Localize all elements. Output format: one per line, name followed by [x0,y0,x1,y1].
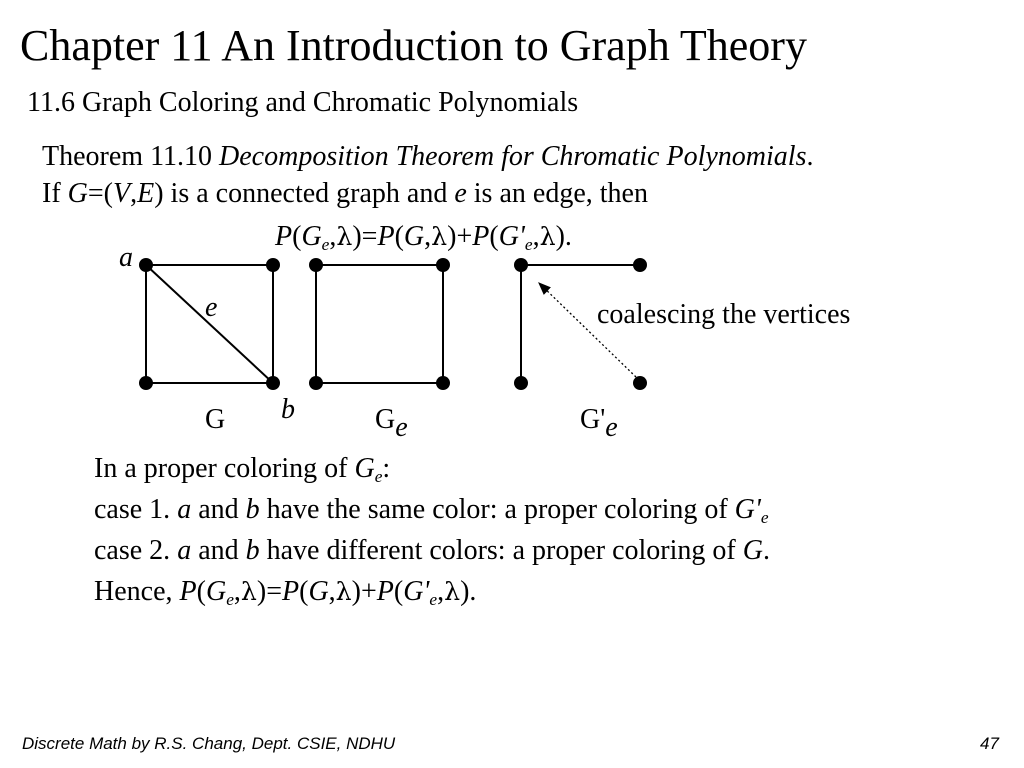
formula-comma: , [532,221,540,252]
formula-op: )= [352,221,378,252]
hyp-comma: , [130,178,138,209]
formula-P: P [275,221,293,252]
graph-G [146,265,273,383]
edge-e-label: e [205,292,218,323]
graph-vertex [266,258,280,272]
hyp-E: E [137,178,155,209]
lambda-symbol: λ [431,222,448,251]
hyp-G: G [67,178,88,209]
graph-vertex [514,376,528,390]
formula-G-prime: G' [498,221,525,252]
graph-vertex [633,376,647,390]
formula-op: )+ [447,221,473,252]
graph-G-prime-e-label: G'e [580,404,618,443]
vertex-a-label: a [119,242,133,273]
graph-vertex [633,258,647,272]
explanation-case-1: case 1. a and b have the same color: a proper coloring of $G'_e$ [94,494,769,528]
vertex-b-label: b [281,394,295,425]
slide-title: Chapter 11 An Introduction to Graph Theory [20,21,807,70]
formula-P: P [472,221,490,252]
hyp-text-1: If [42,178,68,209]
formula-comma: , [329,221,337,252]
graph-G-label: G [205,404,226,435]
hyp-text-3: is an edge, then [466,178,648,209]
graph-vertex [309,376,323,390]
formula-P: P [377,221,395,252]
formula-paren: ( [489,221,499,252]
page-number: 47 [980,734,999,753]
graph-vertex [309,258,323,272]
graph-vertex [139,376,153,390]
vertex-b [266,376,280,390]
graph-G-e-label: Ge [375,404,408,443]
vertex-a [139,258,153,272]
theorem-label: Theorem 11.10 [42,141,220,172]
slide-subtitle: 11.6 Graph Coloring and Chromatic Polynomials [27,87,579,118]
coalescing-annotation: coalescing the vertices [597,299,851,330]
explanation-case-2: case 2. a and b have different colors: a proper coloring of G. [94,535,770,566]
theorem-name: Decomposition Theorem for Chromatic Polynomials [219,141,807,172]
hyp-V: V [113,178,131,209]
lambda-symbol: λ [336,222,353,251]
footer-credit: Discrete Math by R.S. Chang, Dept. CSIE, NDHU [22,734,396,753]
graph-vertex [514,258,528,272]
formula-sub-e: e [524,235,533,255]
formula-end: ). [555,221,572,252]
graph-vertex [436,376,450,390]
formula-paren: ( [292,221,302,252]
formula-G: G [403,221,425,252]
hyp-eq: =( [87,178,114,209]
lambda-symbol: λ [539,222,556,251]
graph-G-e-vertices [309,258,450,390]
graph-G-e [316,265,443,383]
graph-vertex [436,258,450,272]
formula-sub-e: e [321,235,330,255]
formula-comma: , [424,221,432,252]
edge-e [146,265,273,383]
explanation-line-1: In a proper coloring of $G_e$: [94,453,391,487]
formula-paren: ( [394,221,404,252]
hyp-e: e [454,178,467,209]
explanation-conclusion: Hence, $P(G_e,\lambda)=P(G,\lambda)+P(G'_e,\lambda)$. [94,576,477,610]
theorem-period: . [806,141,814,172]
formula-G: G [301,221,322,252]
hyp-text-2: ) is a connected graph and [154,178,455,209]
